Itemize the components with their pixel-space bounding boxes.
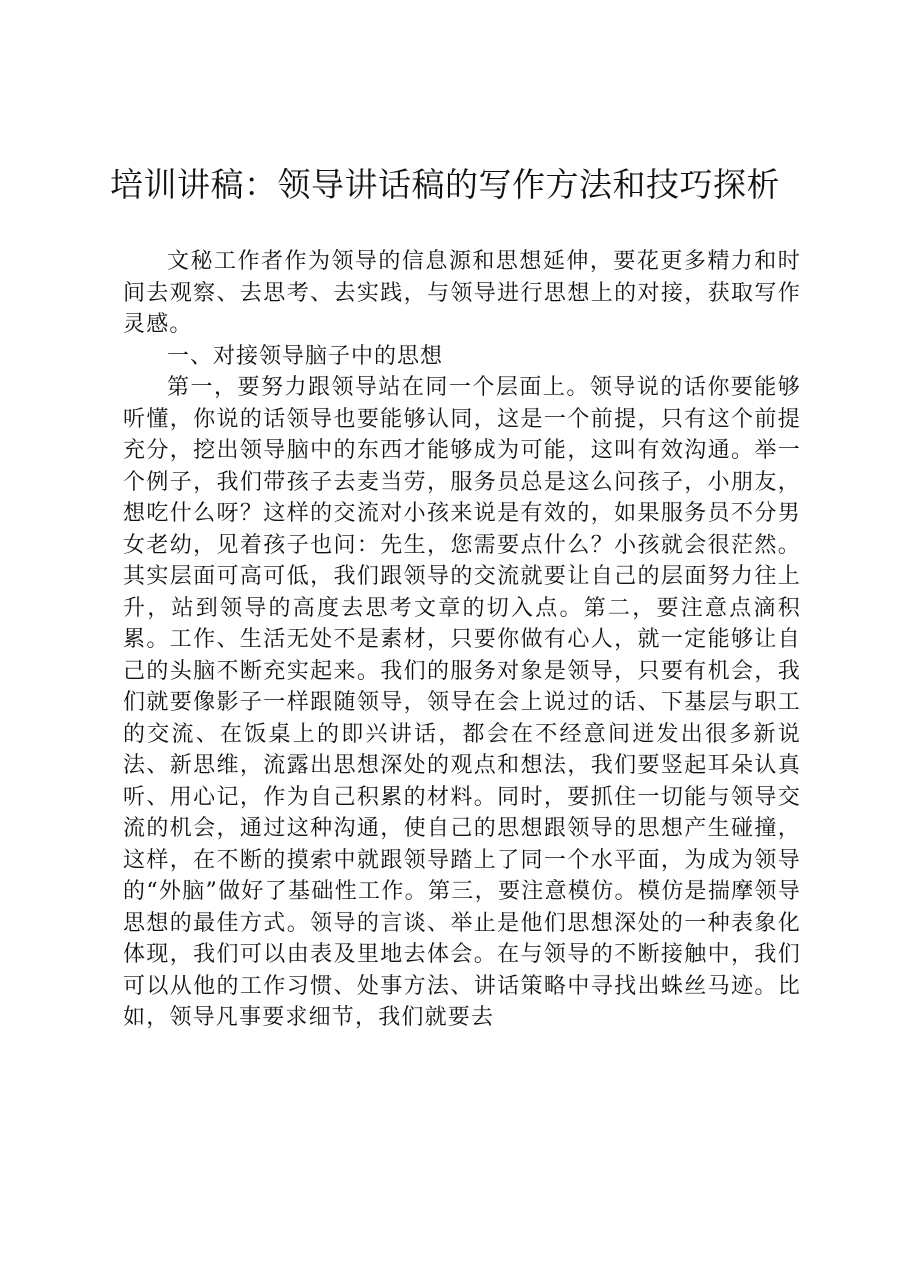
document-title: 培训讲稿：领导讲话稿的写作方法和技巧探析: [110, 165, 780, 204]
document-body: [123, 246, 801, 1034]
body-paragraph: 第一，要努力跟领导站在同一个层面上。领导说的话你要能够听懂，你说的话领导也要能够认同，这是一个前提，只有这个前提充分，挖出领导脑中的东西才能够成为可能，这叫有效沟通。举一个例子，我们带孩子去麦当劳，服务员总是这么问孩子，小朋友，想吃什么呀？这样的交流对小孩来说是有效的，如果服务员不分男女老幼，见着孩子也问：先生，您需要点什么？小孩就会很茫然。其实层面可高可低，我们跟领导的交流就要让自己的层面努力往上升，站到领导的高度去思考文章的切入点。第二，要注意点滴积累。工作、生活无处不是素材，只要你做有心人，就一定能够让自己的头脑不断充实起来。我们的服务对象是领导，只要有机会，我们就要像影子一样跟随领导，领导在会上说过的话、下基层与职工的交流、在饭桌上的即兴讲话，都会在不经意间迸发出很多新说法、新思维，流露出思想深处的观点和想法，我们要竖起耳朵认真听、用心记，作为自己积累的材料。同时，要抓住一切能与领导交流的机会，通过这种沟通，使自己的思想跟领导的思想产生碰撞，这样，在不断的摸索中就跟领导踏上了同一个水平面，为成为领导的“外脑”做好了基础性工作。第三，要注意模仿。模仿是揣摩领导思想的最佳方式。领导的言谈、举止是他们思想深处的一种表象化体现，我们可以由表及里地去体会。在与领导的不断接触中，我们可以从他的工作习惯、处事方法、讲话策略中寻找出蛛丝马迹。比如，领导凡事要求细节，我们就要去: [123, 375, 801, 1030]
intro-paragraph: 文秘工作者作为领导的信息源和思想延伸，要花更多精力和时间去观察、去思考、去实践，与领导进行思想上的对接，获取写作灵感。: [123, 249, 801, 337]
section-heading: 一、对接领导脑子中的思想: [167, 343, 444, 369]
